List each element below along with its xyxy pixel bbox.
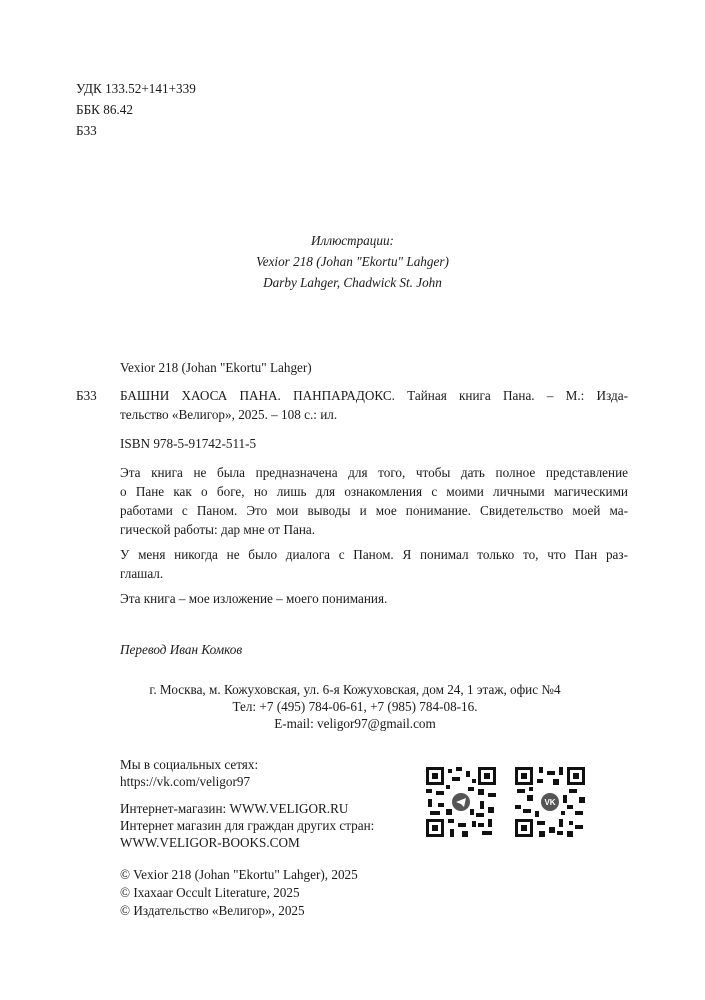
intl-shop-link[interactable]: WWW.VELIGOR-BOOKS.COM — [120, 835, 300, 850]
publisher-address — [120, 680, 590, 731]
annotation-line: работами с Паном. Это мои выводы и мое понимание. Свидетельство моей ма- — [120, 503, 628, 518]
annotation-line: гической работы: дар мне от Пана. — [120, 522, 316, 537]
classification-block — [76, 79, 196, 142]
record-code: Б33 — [76, 388, 97, 403]
translator-credit: Перевод Иван Комков — [120, 642, 243, 657]
title-line-2: тельство «Велигор», 2025. – 108 с.: ил. — [120, 407, 338, 422]
annotation-paragraph-2 — [120, 545, 628, 583]
address-line: г. Москва, м. Кожуховская, ул. 6-я Кожуховская, дом 24, 1 этаж, офис №4 — [149, 682, 561, 697]
record-author: Vexior 218 (Johan "Ekortu" Lahger) — [120, 360, 312, 375]
illustrations-label: Иллюстрации: — [311, 233, 394, 248]
copyright-block — [120, 865, 358, 919]
vk-link[interactable]: https://vk.com/veligor97 — [120, 774, 251, 789]
vk-qr-code[interactable] — [515, 767, 585, 837]
telegram-qr-code[interactable] — [426, 767, 496, 837]
isbn: ISBN 978-5-91742-511-5 — [120, 436, 257, 451]
copyright-original: © Ixaxaar Occult Literature, 2025 — [120, 885, 300, 900]
title-line-1: БАШНИ ХАОСА ПАНА. ПАНПАРАДОКС. Тайная книга Пана. – М.: Изда- — [120, 388, 628, 403]
udk-code: УДК 133.52+141+339 — [76, 81, 196, 96]
annotation-paragraph-1 — [120, 463, 628, 539]
vk-icon: VK — [544, 798, 556, 807]
illustrator-line-1: Vexior 218 (Johan "Ekortu" Lahger) — [256, 254, 449, 269]
copyright-publisher: © Издательство «Велигор», 2025 — [120, 903, 305, 918]
annotation-line: У меня никогда не было диалога с Паном. Я понимал только то, что Пан раз- — [120, 547, 628, 562]
email-line[interactable]: E-mail: veligor97@gmail.com — [274, 716, 436, 731]
bbk-code: ББК 86.42 — [76, 102, 133, 117]
annotation-line: о Пане как о боге, но лишь для ознакомления с моими личными магическими — [120, 484, 628, 499]
author-sign: Б33 — [76, 123, 97, 138]
copyright-author: © Vexior 218 (Johan "Ekortu" Lahger), 2025 — [120, 867, 358, 882]
record-title — [120, 386, 628, 424]
illustrations-credit — [200, 231, 505, 294]
annotation — [120, 463, 628, 614]
phone-line: Тел: +7 (495) 784-06-61, +7 (985) 784-08-16. — [232, 699, 478, 714]
annotation-line: Эта книга не была предназначена для того, чтобы дать полное представление — [120, 465, 628, 480]
shop-link[interactable]: Интернет-магазин: WWW.VELIGOR.RU — [120, 801, 349, 816]
illustrator-line-2: Darby Lahger, Chadwick St. John — [263, 275, 442, 290]
annotation-paragraph-3 — [120, 589, 628, 608]
intl-shop-label: Интернет магазин для граждан других стран: — [120, 818, 375, 833]
social-block — [120, 755, 374, 850]
annotation-line: глашал. — [120, 566, 164, 581]
social-label: Мы в социальных сетях: — [120, 757, 259, 772]
annotation-line: Эта книга – мое изложение – моего понимания. — [120, 591, 388, 606]
